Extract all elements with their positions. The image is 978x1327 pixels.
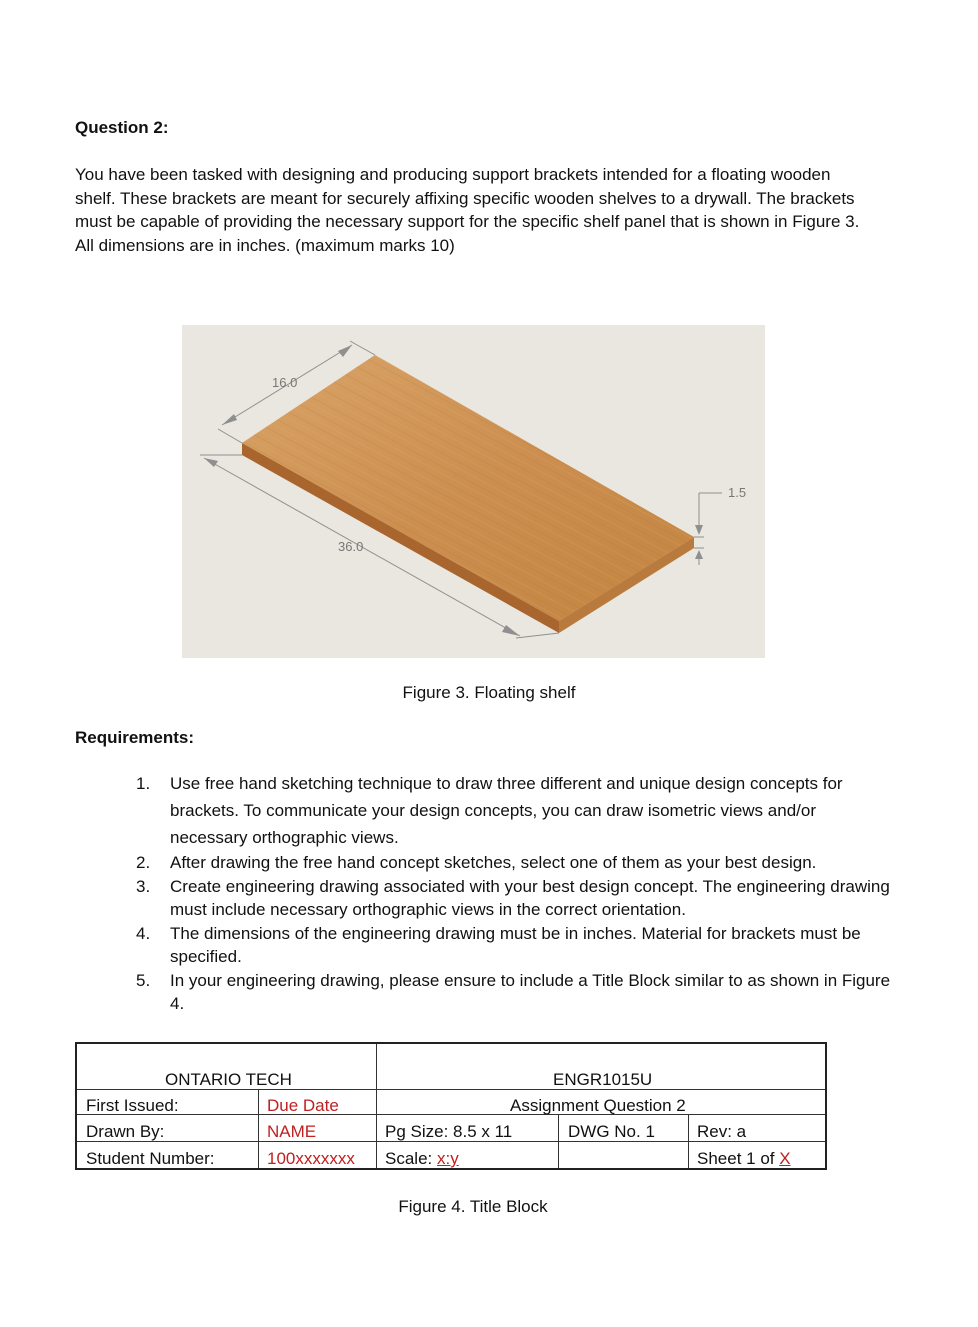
list-item-number: 5. — [136, 970, 151, 990]
question-title: Question 2: — [75, 118, 169, 137]
list-item — [136, 851, 896, 875]
list-item-text: The dimensions of the engineering drawing must be in inches. Material for brackets must be specified. — [170, 923, 861, 966]
list-item-number: 3. — [136, 876, 151, 896]
sheet-label: Sheet 1 of — [697, 1149, 780, 1168]
list-item-text: Create engineering drawing associated with your best design concept. The engineering drawing must include necessary orthographic views in the correct orientation. — [170, 876, 890, 919]
figure4-caption: Figure 4. Title Block — [398, 1197, 548, 1216]
student-number-label: Student Number: — [86, 1149, 215, 1168]
requirements-list — [136, 770, 896, 1016]
figure3-caption: Figure 3. Floating shelf — [402, 683, 576, 702]
dimension-thickness-label: 1.5 — [728, 485, 747, 500]
revision: Rev: a — [697, 1122, 747, 1141]
shelf-figure — [182, 325, 765, 658]
first-issued-value: Due Date — [267, 1096, 339, 1115]
list-item-number: 1. — [136, 774, 151, 793]
list-item-text: In your engineering drawing, please ensure to include a Title Block similar to as shown in Figure 4. — [170, 970, 891, 1013]
sheet — [697, 1149, 791, 1169]
dimension-width-label: 16.0 — [272, 375, 298, 390]
drawn-by-label: Drawn By: — [86, 1122, 165, 1141]
drawn-by-value: NAME — [267, 1122, 317, 1141]
question-intro: You have been tasked with designing and producing support brackets intended for a floating wooden shelf. These brackets are meant for securely affixing specific wooden shelves to a drywall. The brackets must be capable of providing the necessary support for the specific shelf panel that is shown in Figure 3. All dimensions are in inches. (maximum marks 10) — [75, 165, 860, 255]
scale-value: x:y — [436, 1149, 459, 1168]
list-item-text: After drawing the free hand concept sketches, select one of them as your best design. — [170, 853, 817, 872]
course-code: ENGR1015U — [553, 1070, 653, 1089]
list-item-number: 4. — [136, 923, 151, 943]
page-size: Pg Size: 8.5 x 11 — [385, 1122, 513, 1141]
list-item — [136, 770, 896, 851]
student-number-value: 100xxxxxxx — [267, 1149, 355, 1168]
list-item-text: Use free hand sketching technique to draw three different and unique design concepts for brackets. To communicate your design concepts, you can draw isometric views and/or necessary orthographic views. — [170, 774, 843, 847]
sheet-total: X — [779, 1149, 791, 1168]
list-item — [136, 922, 896, 969]
assignment-title: Assignment Question 2 — [510, 1096, 686, 1115]
dwg-number: DWG No. 1 — [568, 1122, 655, 1141]
scale-label: Scale: — [385, 1149, 437, 1168]
dimension-length-label: 36.0 — [338, 539, 364, 554]
title-block — [75, 1042, 827, 1170]
list-item-number: 2. — [136, 853, 151, 872]
list-item — [136, 969, 896, 1016]
requirements-title: Requirements: — [75, 728, 195, 747]
org-name: ONTARIO TECH — [165, 1070, 292, 1089]
shelf-illustration — [182, 325, 765, 658]
list-item — [136, 875, 896, 922]
scale — [385, 1149, 459, 1169]
first-issued-label: First Issued: — [86, 1096, 179, 1115]
